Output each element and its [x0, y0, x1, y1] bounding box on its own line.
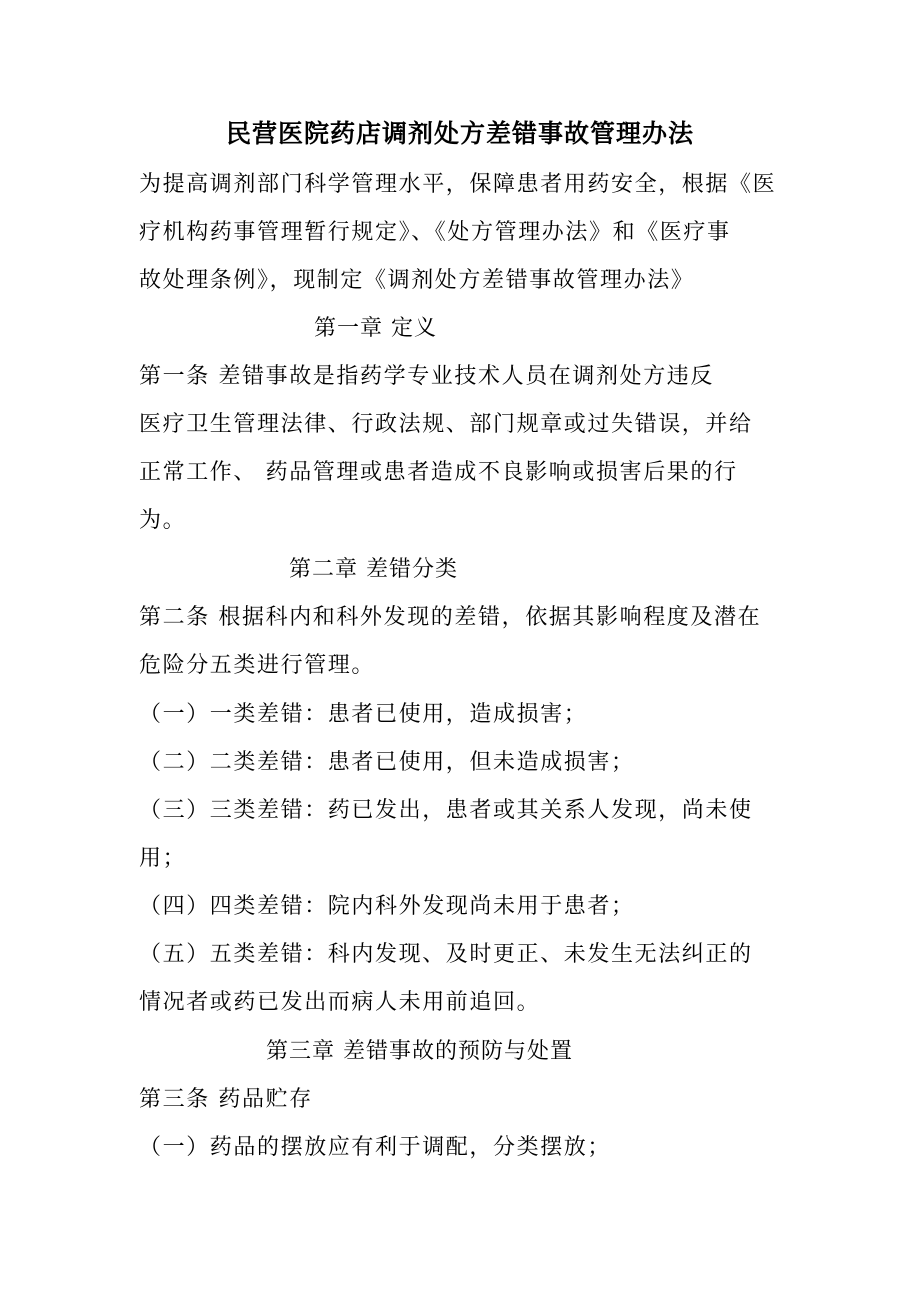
chapter-heading: 第一章 定义 — [314, 316, 437, 341]
article-line: 第一条 差错事故是指药学专业技术人员在调剂处方违反 — [139, 364, 714, 389]
list-item: （二）二类差错：患者已使用，但未造成损害； — [139, 750, 635, 775]
intro-line: 疗机构药事管理暂行规定》、《处方管理办法》和《医疗事 — [139, 220, 731, 245]
list-item: （一）一类差错：患者已使用，造成损害； — [139, 702, 588, 727]
article-line: 危险分五类进行管理。 — [139, 653, 376, 678]
intro-line: 故处理条例》，现制定《调剂处方差错事故管理办法》 — [139, 268, 695, 293]
list-item: 情况者或药已发出而病人未用前追回。 — [139, 990, 541, 1015]
list-item: （五）五类差错：科内发现、及时更正、未发生无法纠正的 — [139, 942, 753, 967]
list-item: 用； — [139, 846, 187, 871]
list-item: （四）四类差错：院内科外发现尚未用于患者； — [139, 894, 635, 919]
intro-line: 为提高调剂部门科学管理水平，保障患者用药安全，根据《医 — [139, 172, 777, 197]
list-item: （一）药品的摆放应有利于调配，分类摆放； — [139, 1135, 612, 1160]
list-item: （三）三类差错：药已发出，患者或其关系人发现，尚未使 — [139, 798, 753, 823]
article-line: 第三条 药品贮存 — [139, 1087, 313, 1112]
article-line: 为。 — [139, 508, 187, 533]
article-line: 第二条 根据科内和科外发现的差错，依据其影响程度及潜在 — [139, 605, 762, 630]
article-line: 医疗卫生管理法律、行政法规、部门规章或过失错误，并给 — [139, 412, 753, 437]
chapter-heading: 第三章 差错事故的预防与处置 — [266, 1039, 573, 1064]
document-title: 民营医院药店调剂处方差错事故管理办法 — [225, 119, 694, 148]
chapter-heading: 第二章 差错分类 — [289, 557, 458, 582]
article-line: 正常工作、 药品管理或患者造成不良影响或损害后果的行 — [139, 460, 738, 485]
